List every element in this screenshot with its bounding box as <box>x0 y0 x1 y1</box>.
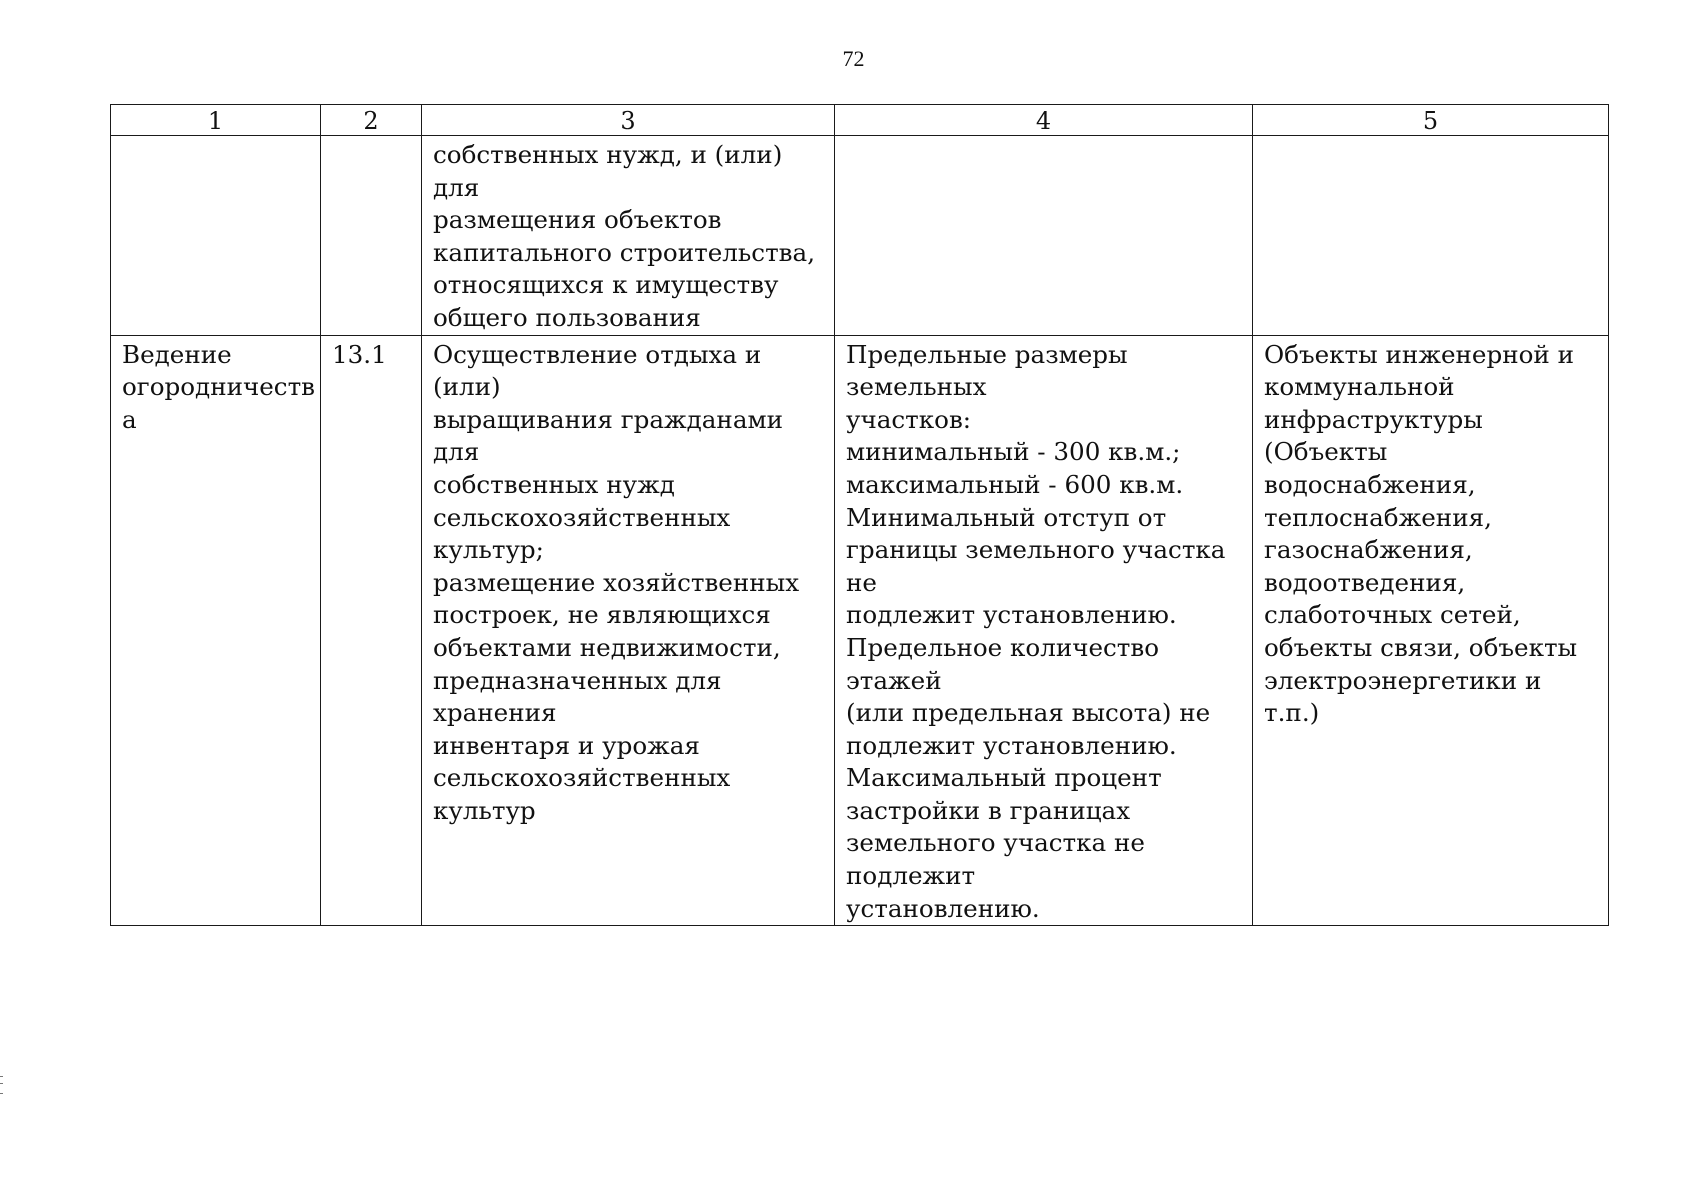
land-use-code-cell <box>321 136 422 336</box>
land-use-type-cell <box>111 136 321 336</box>
land-use-description-cell: собственных нужд, и (или) для размещения объектов капитального строительства, относящихся к имуществу общего пользования <box>422 136 835 336</box>
auxiliary-uses-cell <box>1253 136 1609 336</box>
column-header: 5 <box>1253 105 1609 136</box>
column-header: 1 <box>111 105 321 136</box>
column-header: 2 <box>321 105 422 136</box>
table-row <box>111 136 1609 336</box>
scan-margin-marks <box>0 1076 3 1094</box>
table-header-row <box>111 105 1609 136</box>
column-header: 4 <box>835 105 1253 136</box>
page-number: 72 <box>842 46 865 71</box>
land-use-code-cell: 13.1 <box>321 335 422 926</box>
land-use-table <box>110 104 1609 926</box>
auxiliary-uses-cell: Объекты инженерной и коммунальной инфраструктуры (Объекты водоснабжения, теплоснабжения, газоснабжения, водоотведения, слаботочных сетей, объекты связи, объекты электроэнергетики и т.п.) <box>1253 335 1609 926</box>
land-use-type-cell: Ведение огородничеств а <box>111 335 321 926</box>
table-row <box>111 335 1609 926</box>
column-header: 3 <box>422 105 835 136</box>
land-use-description-cell: Осуществление отдыха и (или) выращивания гражданами для собственных нужд сельскохозяйственных культур; размещение хозяйственных построек, не являющихся объектами недвижимости, предназначенных для хранения инвентаря и урожая сельскохозяйственных культур <box>422 335 835 926</box>
parameters-cell: Предельные размеры земельных участков: минимальный - 300 кв.м.; максимальный - 600 кв.м. Минимальный отступ от границы земельного участка не подлежит установлению. Предельное количество этажей (или предельная высота) не подлежит установлению. Максимальный процент застройки в границах земельного участка не подлежит установлению. <box>835 335 1253 926</box>
parameters-cell <box>835 136 1253 336</box>
